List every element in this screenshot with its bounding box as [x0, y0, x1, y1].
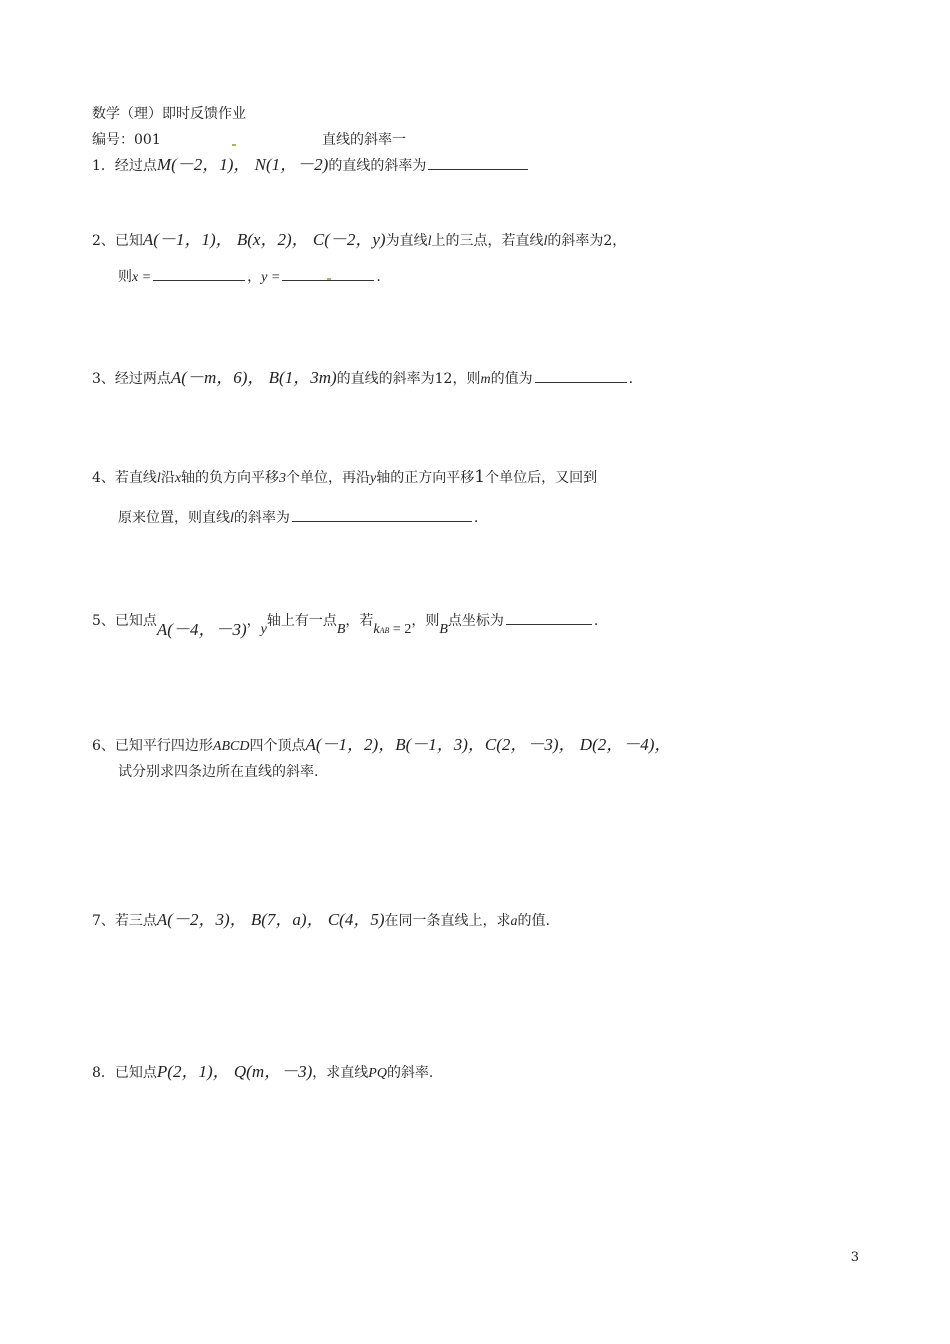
- question-6-line-2: 试分别求四条边所在直线的斜率.: [118, 764, 319, 780]
- question-4-line-2: 原来位置，则直线l的斜率为 .: [118, 507, 478, 529]
- assignment-number: 编号：001: [92, 132, 161, 148]
- question-5: 5、已知点A(－4，－3)，y轴上有一点B，若kAB = 2，则B点坐标为 .: [92, 610, 598, 633]
- stray-mark: [327, 278, 331, 280]
- question-2-line-2: 则x = ，y = .: [118, 266, 381, 288]
- q7-math: A(－2，3)， B(7，a)， C(4，5): [156, 910, 385, 929]
- page-number: 3: [850, 1250, 859, 1265]
- q2-x-blank: [153, 266, 245, 281]
- q1-math: M(－2，1)， N(1，－2): [156, 155, 329, 174]
- question-6: 6、已知平行四边形ABCD四个顶点A(－1，2)，B(－1，3)，C(2，－3)， D(2，－4)，: [92, 735, 672, 754]
- question-2: 2、已知A(－1，1)， B(x，2)， C(－2，y)为直线l上的三点，若直线l的斜率为2，: [92, 230, 627, 249]
- question-7: 7、若三点A(－2，3)， B(7，a)， C(4，5)在同一条直线上，求a的值.: [92, 910, 550, 929]
- question-1: 1．经过点M(－2，1)， N(1，－2)的直线的斜率为: [92, 155, 530, 176]
- q1-answer-blank: [428, 155, 528, 170]
- q2-math: A(－1，1)， B(x，2)， C(－2，y): [142, 230, 386, 249]
- q3-answer-blank: [535, 368, 627, 383]
- question-3: 3、经过两点A(－m，6)， B(1，3m)的直线的斜率为12，则m的值为 .: [92, 368, 634, 387]
- question-8: 8．已知点P(2，1)， Q(m，－3)，求直线PQ的斜率.: [92, 1062, 434, 1081]
- topic-title: 直线的斜率一: [322, 132, 406, 148]
- q6-math: A(－1，2)，B(－1，3)，C(2，－3)， D(2，－4)，: [305, 735, 672, 754]
- slope-k: kAB = 2: [373, 622, 412, 637]
- q5-math: A(－4，－3): [156, 620, 247, 639]
- q8-math: P(2，1)， Q(m，－3): [156, 1062, 313, 1081]
- q4-answer-blank: [292, 507, 472, 522]
- question-4: 4、若直线l沿x轴的负方向平移3个单位，再沿y轴的正方向平移1个单位后，又回到: [92, 467, 598, 487]
- q5-answer-blank: [506, 610, 592, 625]
- document-title: 数学（理）即时反馈作业: [92, 106, 246, 122]
- q3-math: A(－m，6)， B(1，3m): [170, 368, 337, 387]
- stray-mark: [232, 144, 236, 146]
